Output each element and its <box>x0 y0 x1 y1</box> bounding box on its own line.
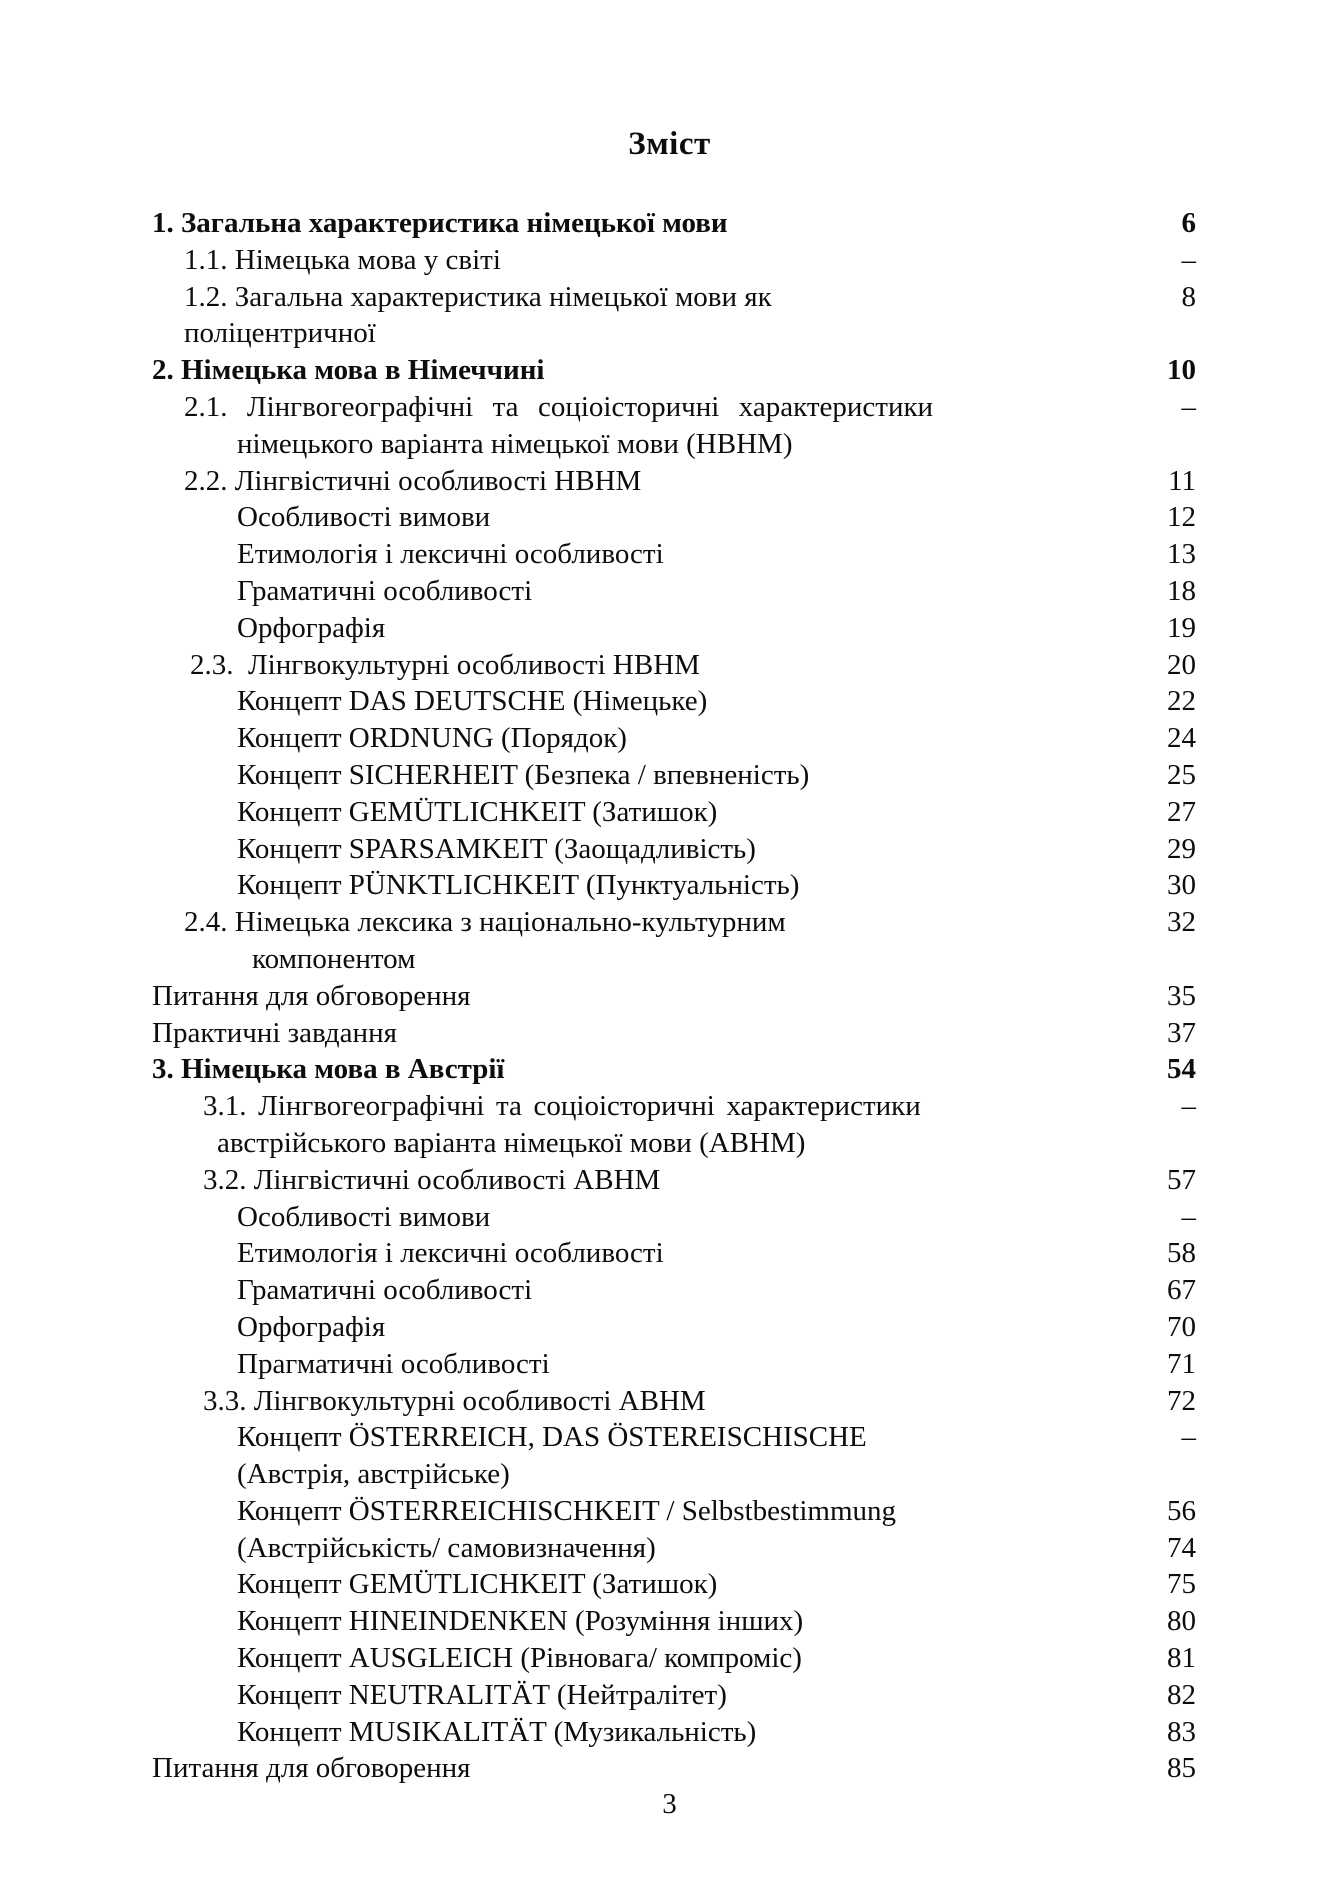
toc-entry <box>152 1309 1196 1346</box>
page-title: Зміст <box>628 126 711 162</box>
toc-entry-text: Концепт NEUTRALITÄT (Нейтралітет) <box>237 1678 727 1711</box>
toc-entry-page: 10 <box>1167 354 1196 387</box>
toc-entry-page: 19 <box>1167 611 1196 644</box>
toc-entry-text: 2.1. Лінгвогеографічні та соціоісторичні характеристики <box>184 390 934 423</box>
toc-entry <box>152 573 1196 610</box>
toc-entry-page: 35 <box>1167 979 1196 1012</box>
toc-entry-page: 32 <box>1167 906 1196 939</box>
toc-entry-text: Особливості вимови <box>237 501 491 534</box>
toc-entry-text: Практичні завдання <box>152 1016 397 1049</box>
toc-entry-page: 18 <box>1167 574 1196 607</box>
toc-entry <box>152 1088 1196 1125</box>
toc-entry-text: 1.1. Німецька мова у світі <box>184 243 501 276</box>
toc-entry-page: 22 <box>1167 685 1196 718</box>
toc-entry <box>152 757 1196 794</box>
toc-entry-page: 56 <box>1167 1494 1196 1527</box>
toc-entry-page: – <box>1181 1090 1196 1123</box>
toc-entry-text: 2.3. Лінгвокультурні особливості НВНМ <box>190 648 700 681</box>
toc-list <box>152 205 1196 1787</box>
toc-entry-page: 30 <box>1167 869 1196 902</box>
toc-entry <box>152 794 1196 831</box>
toc-entry-text: Концепт GEMÜTLICHKEIT (Затишок) <box>237 795 718 828</box>
toc-entry-page: 72 <box>1167 1384 1196 1417</box>
toc-entry <box>152 242 1196 279</box>
toc-entry <box>152 1051 1196 1088</box>
toc-entry <box>152 205 1196 242</box>
toc-entry-page: 80 <box>1167 1605 1196 1638</box>
toc-entry-page: 13 <box>1167 538 1196 571</box>
toc-entry-text: (Австрія, австрійське) <box>237 1458 510 1491</box>
toc-entry-text: Концепт SICHERHEIT (Безпека / впевненість) <box>237 758 810 791</box>
toc-entry-text: Концепт PÜNKTLICHKEIT (Пунктуальність) <box>237 869 800 902</box>
toc-entry-page: 12 <box>1167 501 1196 534</box>
toc-entry-text: 2.4. Німецька лексика з національно-культурним <box>184 906 786 939</box>
toc-entry-text: 2.2. Лінгвістичні особливості НВНМ <box>184 464 642 497</box>
toc-entry <box>152 941 1196 978</box>
toc-entry <box>152 499 1196 536</box>
toc-entry <box>152 536 1196 573</box>
toc-entry <box>152 315 1196 352</box>
toc-entry-text: Концепт HINEINDENKEN (Розуміння інших) <box>237 1605 804 1638</box>
toc-entry-page: 71 <box>1167 1347 1196 1380</box>
toc-entry-page: 37 <box>1167 1016 1196 1049</box>
toc-entry <box>152 1566 1196 1603</box>
toc-entry-text: 1. Загальна характеристика німецької мови <box>152 207 728 239</box>
toc-entry <box>152 831 1196 868</box>
toc-entry <box>152 426 1196 463</box>
toc-entry-text: 2. Німецька мова в Німеччині <box>152 354 545 387</box>
toc-entry-text: Концепт AUSGLEICH (Рівновага/ компроміс) <box>237 1642 802 1675</box>
toc-entry <box>152 352 1196 389</box>
toc-entry-page: – <box>1181 243 1196 276</box>
toc-entry-text: Концепт ÖSTERREICHISCHKEIT / Selbstbestimmung <box>237 1494 897 1527</box>
toc-entry-text: німецького варіанта німецької мови (НВНМ) <box>237 427 793 460</box>
toc-entry-text: Прагматичні особливості <box>237 1347 550 1380</box>
toc-entry <box>152 978 1196 1015</box>
toc-entry-page: 58 <box>1167 1237 1196 1270</box>
toc-entry-text: Питання для обговорення <box>152 979 471 1012</box>
toc-entry-text: Концепт ÖSTERREICH, DAS ÖSTEREISCHISCHE <box>237 1421 867 1454</box>
toc-entry <box>152 610 1196 647</box>
toc-entry-text: Концепт MUSIKALITÄT (Музикальність) <box>237 1715 757 1748</box>
toc-entry <box>152 1272 1196 1309</box>
toc-entry-text: 1.2. Загальна характеристика німецької мови як <box>184 280 772 313</box>
toc-entry <box>152 389 1196 426</box>
toc-entry-text: Особливості вимови <box>237 1200 491 1233</box>
toc-entry-page: 75 <box>1167 1568 1196 1601</box>
toc-entry-text: Питання для обговорення <box>152 1752 471 1785</box>
toc-entry-page: 83 <box>1167 1715 1196 1748</box>
toc-entry-text: Граматичні особливості <box>237 1274 533 1307</box>
toc-entry-page: – <box>1181 1200 1196 1233</box>
toc-entry <box>152 1199 1196 1236</box>
toc-entry-text: (Австрійськість/ самовизначення) <box>237 1531 656 1564</box>
toc-entry-text: Орфографія <box>237 1310 386 1343</box>
toc-entry-text: Концепт SPARSAMKEIT (Заощадливість) <box>237 832 756 865</box>
toc-entry <box>152 904 1196 941</box>
toc-entry <box>152 647 1196 684</box>
toc-entry <box>152 1714 1196 1751</box>
toc-entry <box>152 1456 1196 1493</box>
toc-entry-text: Орфографія <box>237 611 386 644</box>
toc-entry <box>152 463 1196 500</box>
toc-entry <box>152 1493 1196 1530</box>
toc-entry <box>152 1015 1196 1052</box>
toc-entry <box>152 1530 1196 1567</box>
toc-entry-text: 3.1. Лінгвогеографічні та соціоісторичні характеристики <box>203 1090 921 1123</box>
toc-entry-text: Концепт ORDNUNG (Порядок) <box>237 722 627 755</box>
toc-entry <box>152 1346 1196 1383</box>
toc-entry-page: 25 <box>1167 758 1196 791</box>
toc-entry-page: 8 <box>1181 280 1196 313</box>
toc-entry-text: 3. Німецька мова в Австрії <box>152 1053 505 1086</box>
toc-entry-page: 74 <box>1167 1531 1196 1564</box>
toc-entry-page: 85 <box>1167 1752 1196 1785</box>
toc-entry <box>152 1603 1196 1640</box>
toc-entry-page: – <box>1181 390 1196 423</box>
toc-entry <box>152 279 1196 316</box>
toc-entry-page: – <box>1181 1421 1196 1454</box>
toc-entry-text: компонентом <box>252 942 416 975</box>
toc-entry-text: Концепт DAS DEUTSCHE (Німецьке) <box>237 685 708 718</box>
toc-entry-text: Граматичні особливості <box>237 574 533 607</box>
toc-entry <box>152 1162 1196 1199</box>
toc-entry-page: 20 <box>1167 648 1196 681</box>
toc-entry-page: 11 <box>1168 464 1196 497</box>
toc-entry-page: 57 <box>1167 1163 1196 1196</box>
toc-entry <box>152 1235 1196 1272</box>
toc-entry-page: 67 <box>1167 1274 1196 1307</box>
toc-entry <box>152 1640 1196 1677</box>
toc-entry-page: 81 <box>1167 1642 1196 1675</box>
toc-entry <box>152 1419 1196 1456</box>
toc-entry-page: 54 <box>1167 1053 1196 1086</box>
toc-entry-page: 6 <box>1181 207 1196 239</box>
toc-entry-text: поліцентричної <box>184 317 376 350</box>
footer-page-number: 3 <box>662 1788 677 1821</box>
toc-entry <box>152 1383 1196 1420</box>
toc-entry <box>152 867 1196 904</box>
toc-entry-text: Етимологія і лексичні особливості <box>237 538 664 571</box>
toc-entry-page: 82 <box>1167 1678 1196 1711</box>
toc-entry-page: 70 <box>1167 1310 1196 1343</box>
toc-entry-page: 29 <box>1167 832 1196 865</box>
toc-entry-text: Етимологія і лексичні особливості <box>237 1237 664 1270</box>
toc-entry-page: 24 <box>1167 722 1196 755</box>
toc-entry <box>152 1125 1196 1162</box>
toc-entry <box>152 1677 1196 1714</box>
toc-entry-text: Концепт GEMÜTLICHKEIT (Затишок) <box>237 1568 718 1601</box>
toc-entry-text: 3.3. Лінгвокультурні особливості АВНМ <box>203 1384 706 1417</box>
toc-entry <box>152 720 1196 757</box>
toc-entry-text: австрійського варіанта німецької мови (АВНМ) <box>217 1126 806 1159</box>
toc-entry-text: 3.2. Лінгвістичні особливості АВНМ <box>203 1163 661 1196</box>
toc-entry <box>152 1750 1196 1787</box>
toc-entry <box>152 683 1196 720</box>
toc-entry-page: 27 <box>1167 795 1196 828</box>
